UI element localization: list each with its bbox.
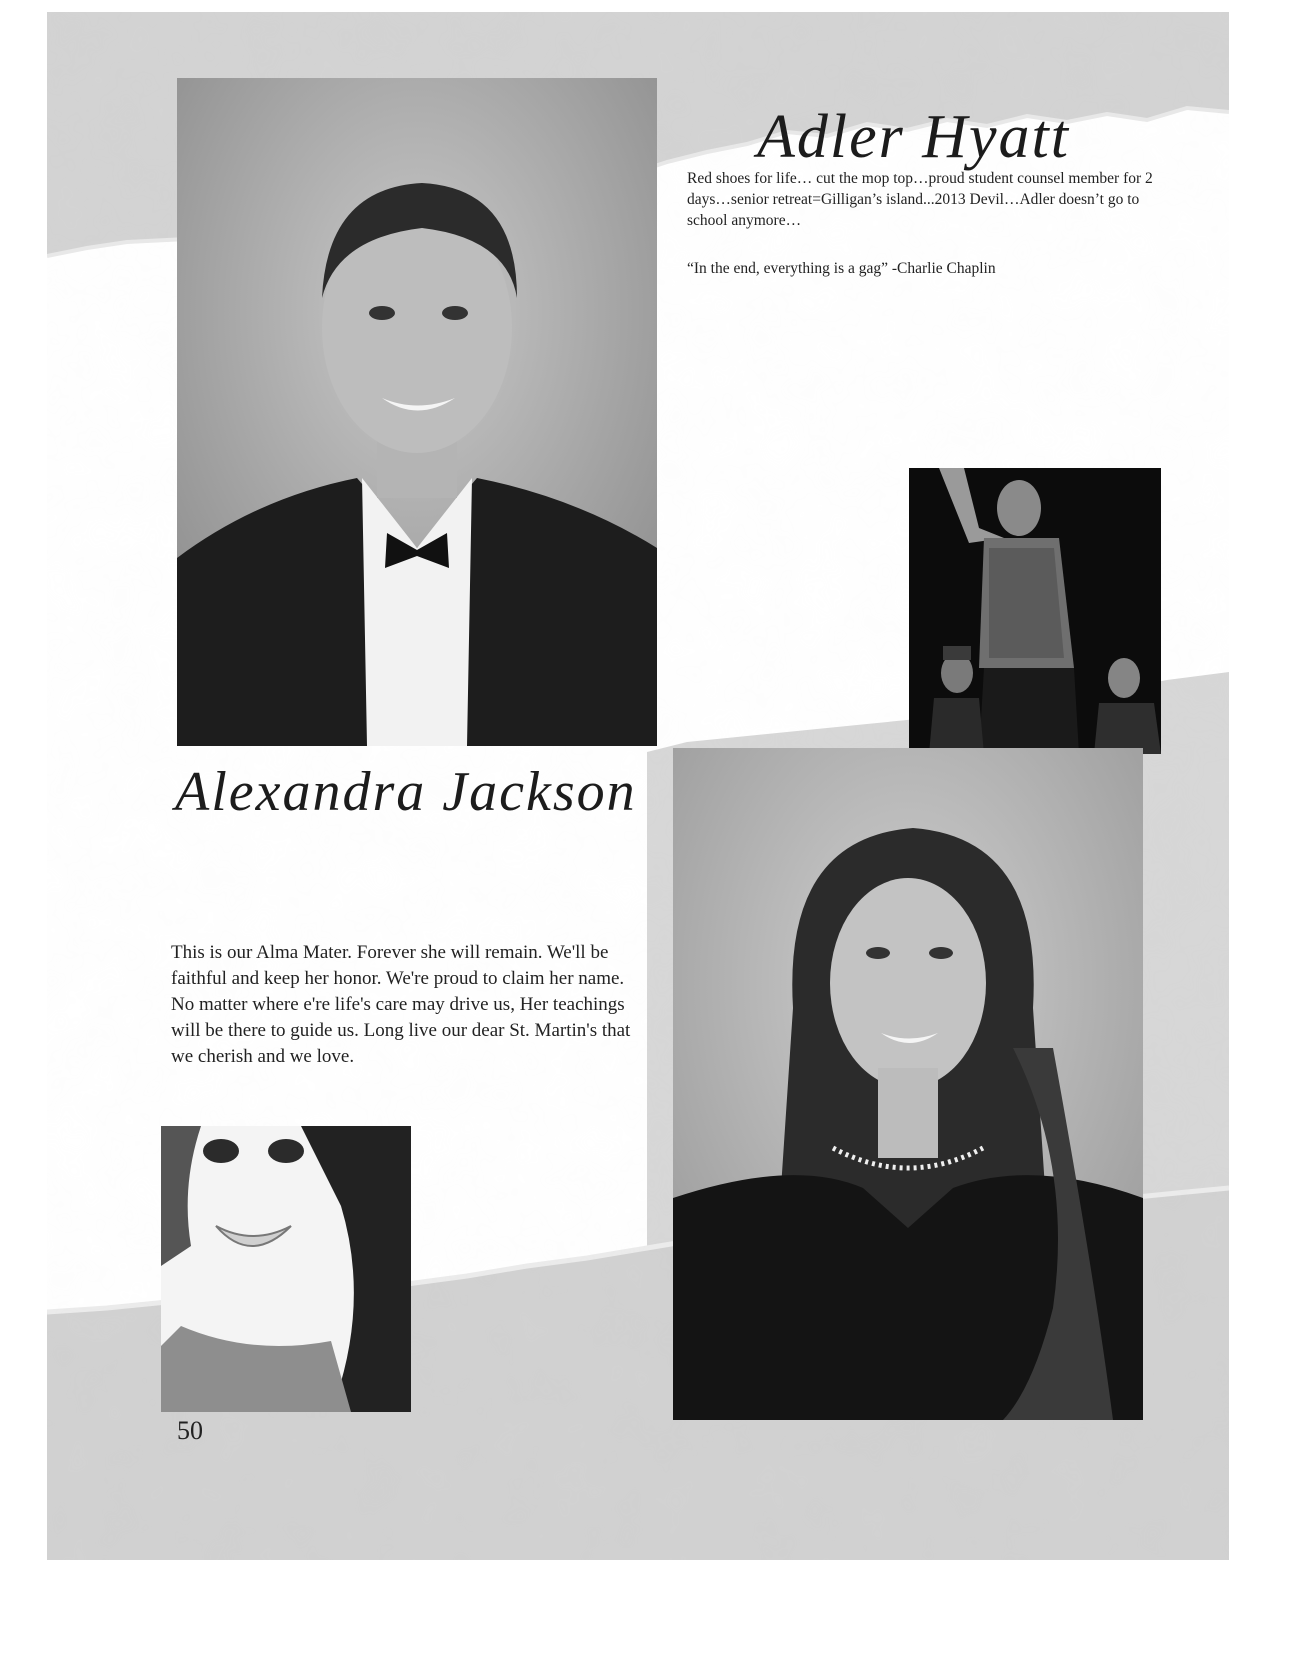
- student-bio-alexandra-jackson: This is our Alma Mater. Forever she will remain. We'll be faithful and keep her honor. We're proud to claim her name. No matter where e're life's care may drive us, Her teachings will be there to guide us. Long live our dear St. Martin's that we cherish and we love.: [171, 942, 631, 1067]
- student-quote-adler-hyatt: “In the end, everything is a gag” -Charlie Chaplin: [687, 260, 996, 277]
- portrait-photo-alexandra-jackson: [673, 748, 1143, 1420]
- yearbook-page: [47, 12, 1229, 1560]
- student-bio-adler-hyatt: Red shoes for life… cut the mop top…proud student counsel member for 2 days…senior retreat=Gilligan’s island...2013 Devil…Adler doesn’t go to school anymore…: [687, 170, 1153, 229]
- candid-photo-alexandra-jackson: [161, 1126, 411, 1412]
- page-number: 50: [177, 1416, 203, 1445]
- candid-photo-adler-hyatt: [909, 468, 1161, 754]
- portrait-photo-adler-hyatt: [177, 78, 657, 746]
- student-name-alexandra-jackson: Alexandra Jackson: [175, 761, 637, 823]
- student-name-adler-hyatt: Adler Hyatt: [757, 103, 1070, 171]
